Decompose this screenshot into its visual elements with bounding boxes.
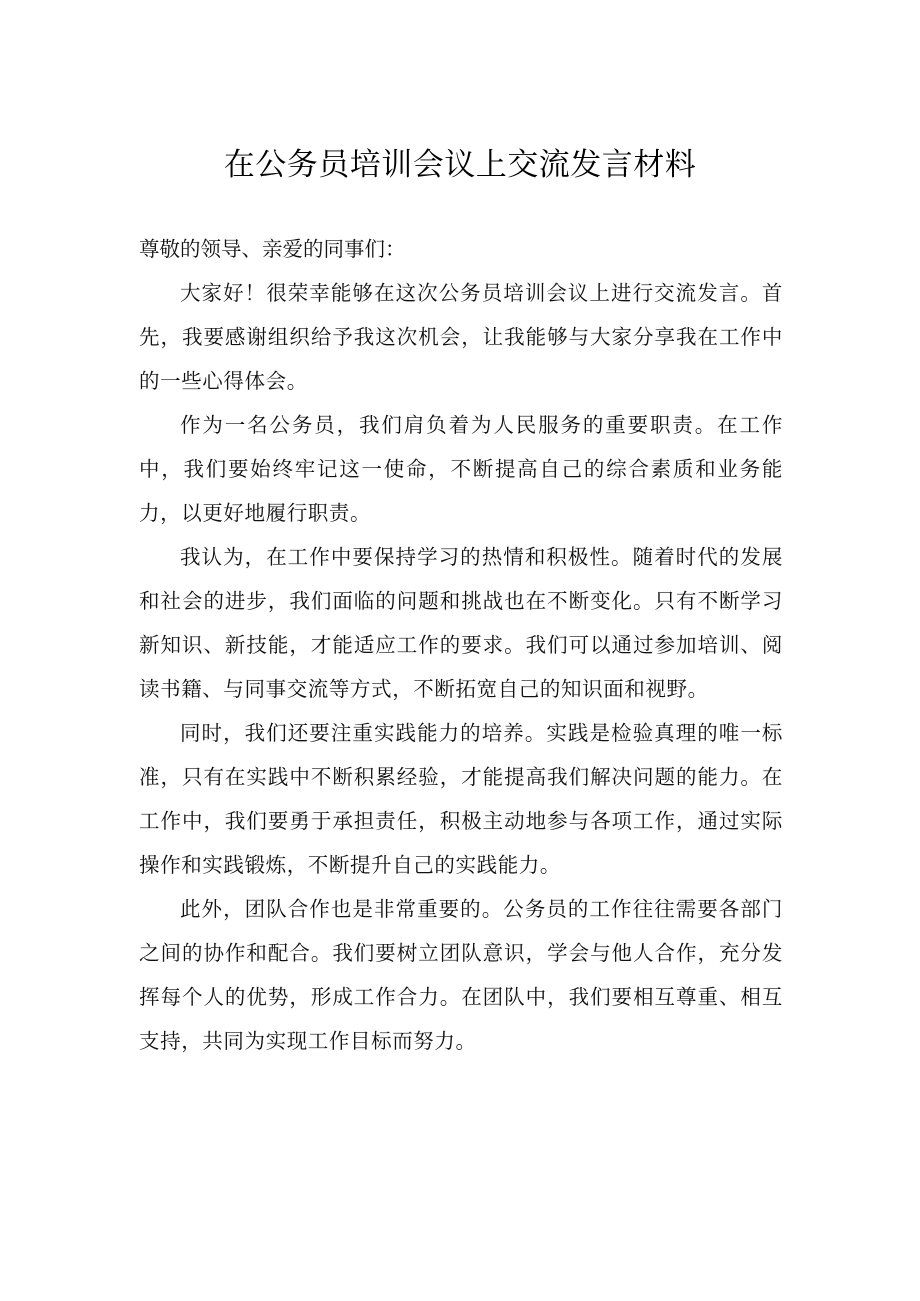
- paragraph-greeting: 大家好！很荣幸能够在这次公务员培训会议上进行交流发言。首先，我要感谢组织给予我这次机会，让我能够与大家分享我在工作中的一些心得体会。: [139, 281, 783, 393]
- document-body: [139, 227, 783, 1063]
- paragraph-duty: 作为一名公务员，我们肩负着为人民服务的重要职责。在工作中，我们要始终牢记这一使命，不断提高自己的综合素质和业务能力，以更好地履行职责。: [139, 413, 783, 525]
- paragraph-learning: 我认为，在工作中要保持学习的热情和积极性。随着时代的发展和社会的进步，我们面临的问题和挑战也在不断变化。只有不断学习新知识、新技能，才能适应工作的要求。我们可以通过参加培训、阅读书籍、与同事交流等方式，不断拓宽自己的知识面和视野。: [139, 545, 783, 701]
- paragraph-teamwork: 此外，团队合作也是非常重要的。公务员的工作往往需要各部门之间的协作和配合。我们要树立团队意识，学会与他人合作，充分发挥每个人的优势，形成工作合力。在团队中，我们要相互尊重、相互支持，共同为实现工作目标而努力。: [139, 897, 783, 1053]
- document-title: 在公务员培训会议上交流发言材料: [223, 147, 697, 183]
- salutation: 尊敬的领导、亲爱的同事们：: [139, 237, 406, 261]
- paragraph-practice: 同时，我们还要注重实践能力的培养。实践是检验真理的唯一标准，只有在实践中不断积累经验，才能提高我们解决问题的能力。在工作中，我们要勇于承担责任，积极主动地参与各项工作，通过实际操作和实践锻炼，不断提升自己的实践能力。: [139, 721, 783, 877]
